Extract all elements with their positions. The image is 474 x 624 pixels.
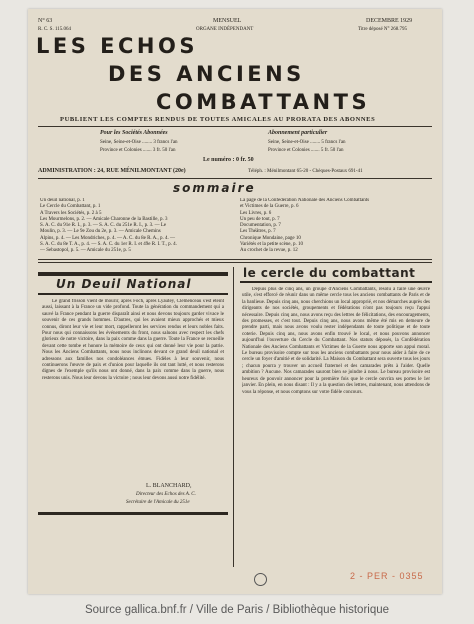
sommaire-right-item: Documentation, p. 7 (240, 223, 281, 229)
sommaire-left (40, 198, 215, 255)
sommaire-left-item: Le Cercle du Combattant, p. 1 (40, 204, 101, 210)
deposit-label: Titre déposé N° 268.795 (358, 27, 408, 32)
article-left-signature-title-2: Secrétaire de l'Amicale du 251e (126, 500, 190, 505)
private-row-1: Seine, Seine-et-Oise ........ 5 francs l'an (268, 140, 346, 145)
article-left-signature: L. BLANCHARD, (146, 483, 192, 489)
sommaire-right-item: La page de la Confédération Nationale des Anciens Combattants (240, 198, 370, 203)
column-divider (233, 267, 234, 567)
societies-title: Pour les Sociétés Abonnées (100, 130, 168, 136)
sommaire-right (240, 198, 432, 255)
masthead-line-2: DES ANCIENS (108, 62, 305, 86)
newspaper-page (28, 9, 442, 594)
article-left-end-bar (38, 512, 228, 515)
sommaire-right-item: Variétés et la petite scène, p. 10 (240, 242, 304, 248)
private-row-2: Province et Colonies ....... 5 fr. 50 l'an (268, 148, 344, 153)
sommaire-right-item: Chronique Mondaine, page 10 (240, 235, 301, 241)
administration-address: ADMINISTRATION : 24, RUE MÉNILMONTANT (20e) (38, 168, 186, 174)
sommaire-left-item: A Travers les Sociétés, p. 2 à 5 (40, 210, 102, 216)
sommaire-left-item: Alpins, p. 4. — Les Mondriches, p. 4. — A. C. du 8e R. A., p. 4. — (40, 235, 175, 241)
sommaire-right-item: Les Théâtres, p. 7 (240, 229, 276, 235)
heading-bar-top (38, 272, 228, 276)
private-title: Abonnement particulier (268, 130, 328, 136)
sommaire-left-item: Moulin, p. 3. — Le 9e Zou du 2e, p. 3. — Amicale Chemins (40, 229, 161, 235)
source-credit: Source gallica.bnf.fr / Ville de Paris / Bibliothèque historique (84, 604, 390, 616)
societies-row-2: Province et Colonies ....... 3 fr. 50 l'an (100, 148, 176, 153)
organ-label: ORGANE INDÉPENDANT (196, 27, 254, 32)
library-seal-icon (254, 573, 267, 586)
sommaire-left-item: Un deuil national, p. 1 (40, 198, 85, 203)
article-right-heading-bar (240, 281, 432, 283)
sommaire-left-item: — Sebastopol, p. 5. — Amicale du 251e, p. 5 (40, 248, 131, 254)
sommaire-left-item: S. A. C. du 91e R. I., p. 3. — S. A. C. du 251e R. I., p. 3. — Le (40, 223, 167, 229)
frequency: MENSUEL (213, 18, 242, 24)
article-right-body: Depuis plus de cinq ans, un groupe d'Anciens Combattants, résolu à faire une œuvre utile, s'est efforcé de réunir dans un même cercle tous les anciens combattants de Paris et de la banlieue. Depuis cinq ans, nous cherchions un local approprié, et nos démarches auprès des dirigeants de nos sociétés, groupements et fédérations n'ont pas toujours reçu l'appui nécessaire. Depuis cinq ans, nous avons reçu des lettres de félicitations, des encouragements, des promesses, et c'est tout. Depuis cinq ans, nous avons même été mis en demeure de prendre parti, mais nous avons voulu rester indépendants de toute politique et de toute coterie. Depuis cinq ans, nous avons enfin trouvé le local, et nous pouvons annoncer aujourd'hui l'ouverture du Cercle du Combattant. Nos statuts déposés, la Confédération Nationale des Anciens Combattants et Victimes de la Guerre nous apporte son appui moral. Le bureau provisoire compte sur tous les anciens combattants pour nous aider à faire de ce cercle un foyer d'amitié et de solidarité. La Maison du Combattant sera ouverte tous les jours ; chacun pourra y trouver un accueil fraternel et des camarades prêts à l'aider. Quelle ambition ? Aucune. Nos camarades sauront bien se joindre à nous. Le bureau provisoire est heureux de pouvoir annoncer pour la première fois que le cercle ouvrira ses portes le 1er janvier. En plein, en nous disant : Il y a la question des lettres, maintenant, nous attendons de vous la réponse, et nous comptons sur votre fidèle concours. (242, 287, 430, 395)
issue-date: DECEMBRE 1929 (366, 18, 413, 24)
administration-phone: Téléph. : Ménilmontant 65-20 - Chèques-Postaux 691-41 (248, 169, 363, 174)
masthead-line-1: LES ECHOS (36, 34, 198, 58)
heading-bar-bottom (38, 293, 228, 295)
masthead-line-3: COMBATTANTS (156, 90, 371, 114)
article-right-heading: le cercle du combattant (243, 266, 416, 280)
sommaire-heading: sommaire (173, 181, 256, 195)
sommaire-right-item: Un peu de tout, p. 7 (240, 216, 280, 222)
rcs-number: R. C. S. 115.064 (38, 27, 72, 32)
sommaire-right-item: Les Livres, p. 6 (240, 210, 272, 216)
issue-number: N° 63 (38, 18, 53, 24)
masthead-subtitle: PUBLIENT LES COMPTES RENDUS DE TOUTES AMICALES AU PRORATA DES ABONNES (60, 116, 376, 123)
sommaire-left-item: Les Mourmelons, p. 2. — Amicale Charonne de la Bastille, p. 3 (40, 216, 168, 222)
issue-price: Le numéro : 0 fr. 50 (203, 157, 254, 163)
sommaire-right-item: Au crochet de la revue, p. 12 (240, 248, 298, 254)
societies-row-1: Seine, Seine-et-Oise ........ 3 francs l'an (100, 140, 178, 145)
article-left-body: Le grand frisson vient de mourir, après Foch, après Lyautey, Clemenceau s'est éteint aussi, laissant à la France un vide profond. Toute la génération du commandement qui a sauvé la France pendant la guerre disparaît ainsi et nous devons toujours garder vivace le souvenir de ces grands hommes. D'autres, qui les avaient mieux approchés et mieux connus, diront leur vie et leur mort, rappelleront les services rendus et leurs nobles faits. Pour nous qui connaissons les événements du front, nous saluons avec respect les chefs glorieux de notre victoire, dans la paix comme dans la guerre. Toute la France se recueille devant cette tombe et honore la mémoire de ceux qui ont donné leur vie pour la patrie. Nous les Anciens Combattants, nous nous inclinons devant ce grand deuil national et adressons aux familles nos condoléances émues. Fidèles à leur souvenir, nous continuerons l'œuvre de paix et d'union pour laquelle ils ont tant lutté, et nous resterons dignes de l'exemple qu'ils nous ont donné, dans la paix comme dans la guerre, nous resterons unis. Nous leur devons la victoire ; nous leur devons aussi notre fidélité. (42, 299, 224, 381)
article-left-signature-title-1: Directeur des Echos des A. C. (136, 492, 196, 497)
article-left-heading: Un Deuil National (56, 277, 192, 291)
sommaire-right-item: et Victimes de la Guerre, p. 6 (240, 204, 299, 210)
call-number-stamp: 2 - PER - 0355 (350, 571, 424, 581)
sommaire-left-item: S. A. C. du 8e T. A., p. 4. — S. A. C. du 1er R. I. et 49e R. I. T., p. 4. (40, 242, 177, 248)
